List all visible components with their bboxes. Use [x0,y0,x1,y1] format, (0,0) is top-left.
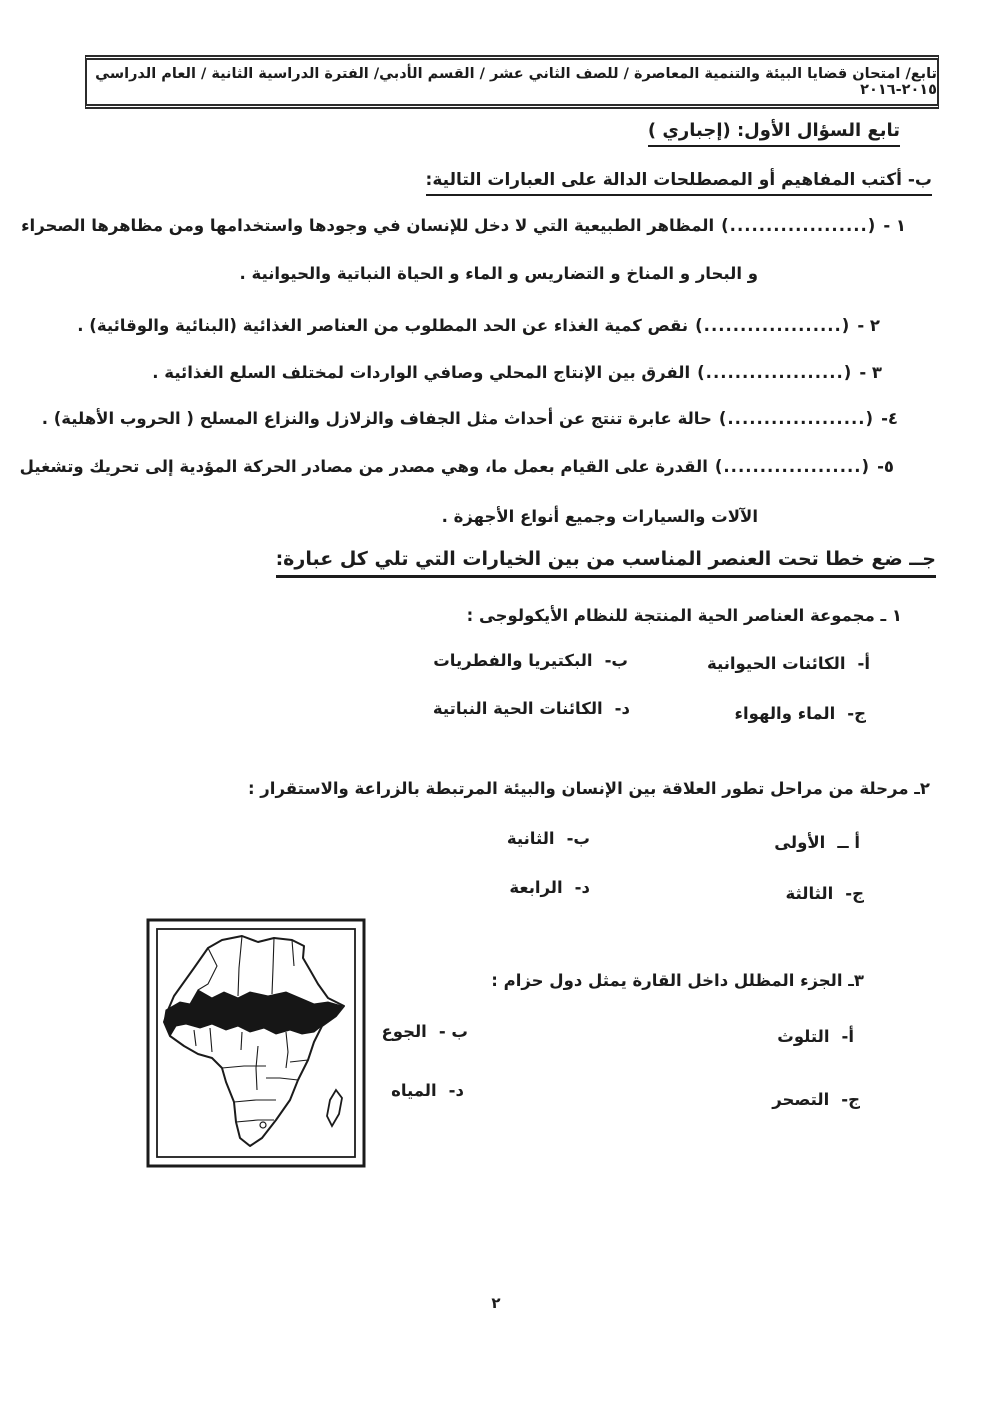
choice-label: ج- [845,884,864,903]
choice-label: ب - [438,1022,468,1041]
choice-text: البكتيريا والفطريات [433,651,593,670]
choice-text: الرابعة [509,878,563,897]
item-text: الفرق بين الإنتاج المحلي وصافي الواردات لمختلف السلع الغذائية . [152,363,691,382]
item-number: ١ - [883,216,906,235]
choice-text: المياه [391,1081,437,1100]
concept-item-5-line2: الآلات والسيارات وجميع أنواع الأجهزة . [441,507,758,526]
concept-item-1 [21,216,906,235]
concept-item-4 [42,409,898,428]
answer-blank: (...................) [695,316,851,335]
choice-label: أ- [857,654,870,673]
mcq-2-stem: ٢ـ مرحلة من مراحل تطور العلاقة بين الإنسان والبيئة المرتبطة بالزراعة والاستقرار : [247,779,930,798]
item-number: ٢ - [857,316,880,335]
choice-label: د- [574,878,590,897]
choice-label: ب- [604,651,628,670]
mcq-2-choice-c [786,884,864,903]
mcq-1-choice-d [433,699,630,718]
choice-label: أ- [841,1027,854,1046]
choice-label: ج- [847,704,866,723]
mcq-3-choice-d [391,1081,464,1100]
choice-label: ج- [841,1090,860,1109]
item-text: المظاهر الطبيعية التي لا دخل للإنسان في وجودها واستخدامها ومن مظاهرها الصحراء [21,216,715,235]
choice-label: أ ــ [837,833,860,852]
choice-text: الكائنات الحيوانية [706,654,846,673]
mcq-1-choice-c [735,704,866,723]
mcq-3-choice-c [772,1090,860,1109]
item-number: ٤- [881,409,898,428]
mcq-1-choice-b [433,651,628,670]
africa-map-svg [146,918,366,1168]
answer-blank: (...................) [697,363,853,382]
answer-blank: (...................) [714,457,871,476]
item-number: ٥- [877,457,894,476]
choice-text: الأولى [774,833,826,852]
exam-header-title: تابع/ امتحان قضايا البيئة والتنمية المعاصرة / للصف الثاني عشر / القسم الأدبي/ الفترة الدراسية الثانية / العام الدراسي ٢٠١٥-٢٠١٦ [95,66,937,98]
choice-text: الجوع [381,1022,427,1041]
concept-item-5 [20,457,894,476]
concept-item-2 [77,316,880,335]
question-one-continue-title: تابع السؤال الأول: (إجباري ) [648,120,900,147]
part-b-heading: ب- أكتب المفاهيم أو المصطلحات الدالة على العبارات التالية: [426,170,932,196]
item-text: نقص كمية الغذاء عن الحد المطلوب من العناصر الغذائية (البنائية والوقائية) . [77,316,689,335]
item-number: ٣ - [859,363,882,382]
choice-text: التلوث [777,1027,830,1046]
item-text: القدرة على القيام بعمل ما، وهي مصدر من مصادر الحركة المؤدية إلى تحريك وتشغيل [19,457,708,476]
choice-text: الثانية [506,829,555,848]
mcq-3-choice-b [381,1022,468,1041]
item-text: حالة عابرة تنتج عن أحداث مثل الجفاف والزلازل والنزاع المسلح ( الحروب الأهلية) . [41,409,712,428]
exam-header [85,55,939,109]
choice-label: ب- [566,829,590,848]
mcq-1-stem: ١ ـ مجموعة العناصر الحية المنتجة للنظام الأيكولوجى : [466,606,902,625]
answer-blank: (...................) [721,216,877,235]
choice-text: التصحر [772,1090,830,1109]
choice-text: الماء والهواء [734,704,836,723]
mcq-3-choice-a [777,1027,854,1046]
choice-label: د- [448,1081,464,1100]
mcq-3-stem: ٣ـ الجزء المظلل داخل القارة يمثل دول حزام : [491,971,864,990]
mcq-2-choice-d [509,878,590,897]
africa-sahel-map [146,918,366,1168]
choice-label: د- [614,699,630,718]
mcq-2-choice-b [507,829,590,848]
concept-item-3 [152,363,882,382]
part-c-heading: جــ ضع خطا تحت العنصر المناسب من بين الخيارات التي تلي كل عبارة: [276,548,936,578]
concept-item-1-line2: و البحار و المناخ و التضاريس و الماء و الحياة النباتية والحيوانية . [239,264,758,283]
choice-text: الكائنات الحية النباتية [432,699,603,718]
mcq-1-choice-a [707,654,870,673]
choice-text: الثالثة [785,884,834,903]
answer-blank: (...................) [718,409,875,428]
page-number: ٢ [491,1294,501,1312]
mcq-2-choice-a [774,833,860,852]
